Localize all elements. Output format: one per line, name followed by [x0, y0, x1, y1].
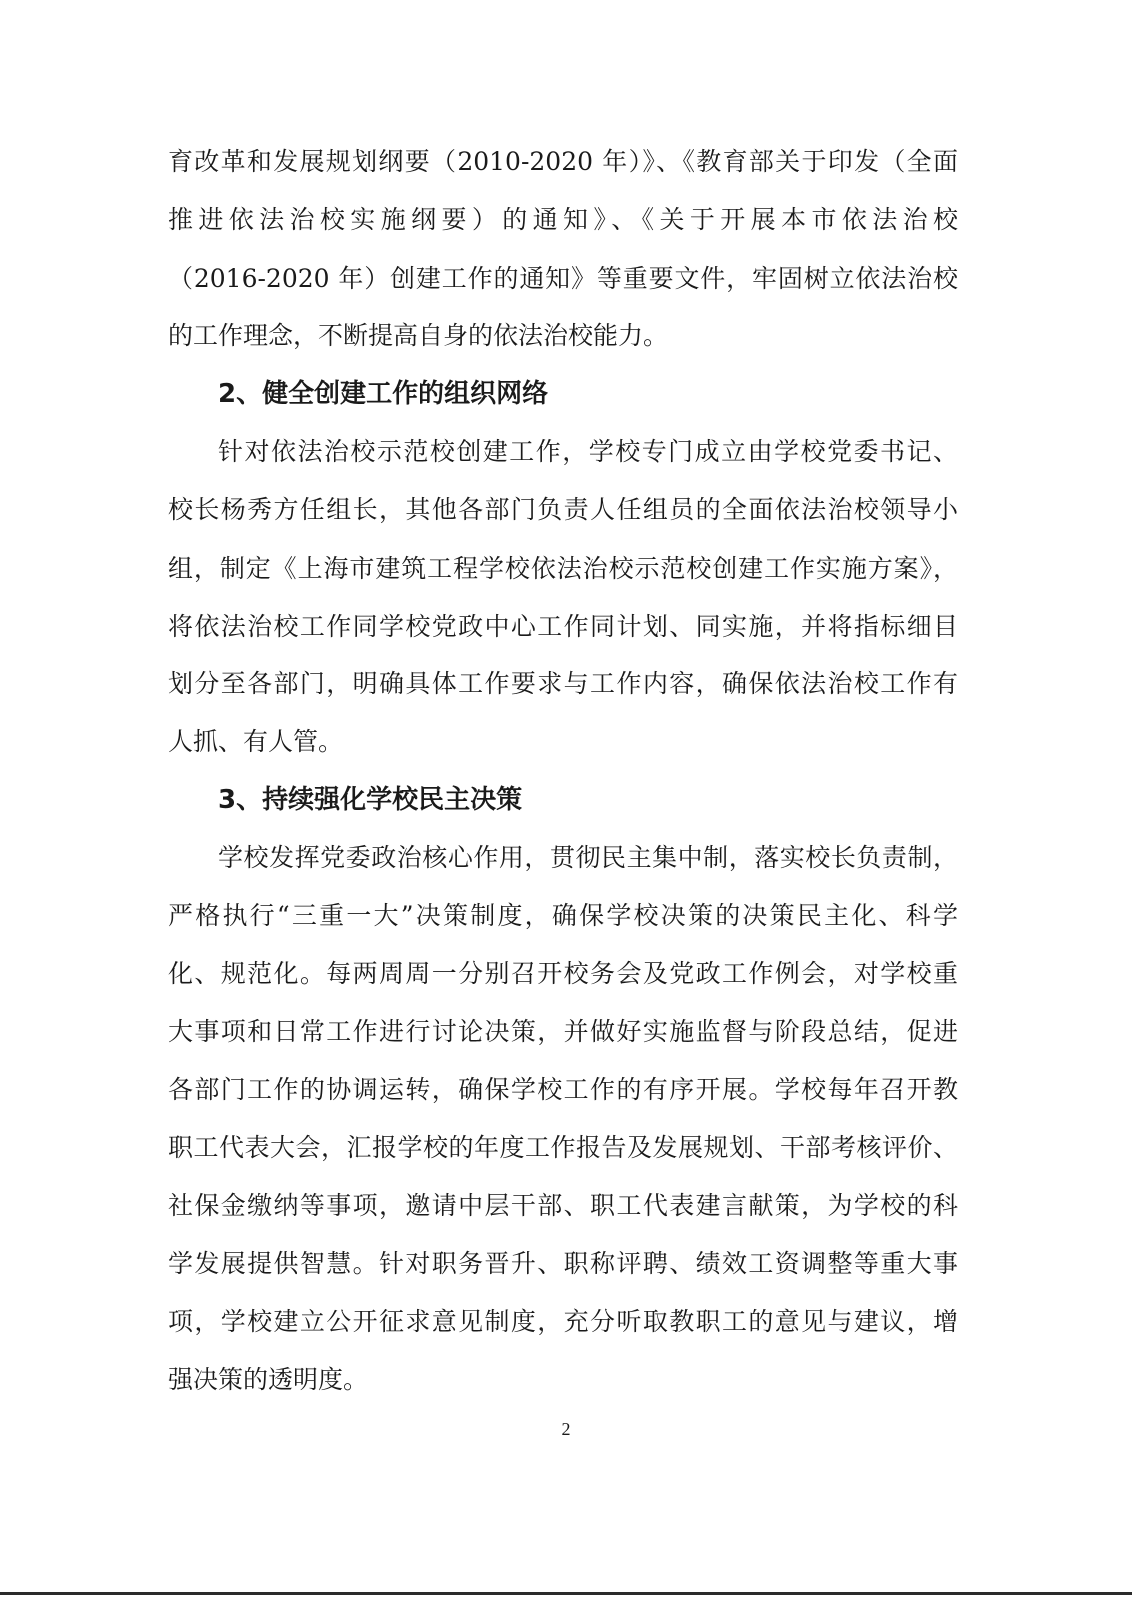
paragraph-line: 校长杨秀方任组长，其他各部门负责人任组员的全面依法治校领导小	[168, 495, 958, 524]
paragraph-line: 针对依法治校示范校创建工作，学校专门成立由学校党委书记、	[218, 437, 958, 466]
paragraph-line: 的工作理念，不断提高自身的依法治校能力。	[168, 321, 669, 350]
paragraph-line: 组，制定《上海市建筑工程学校依法治校示范校创建工作实施方案》，	[168, 554, 958, 583]
paragraph-line: 育改革和发展规划纲要（2010-2020 年）》、《教育部关于印发（全面	[168, 147, 958, 176]
paragraph-line: 将依法治校工作同学校党政中心工作同计划、同实施，并将指标细目	[168, 612, 958, 641]
paragraph-line: 学校发挥党委政治核心作用，贯彻民主集中制，落实校长负责制，	[218, 843, 958, 872]
paragraph-line: （2016-2020 年）创建工作的通知》等重要文件，牢固树立依法治校	[168, 264, 958, 293]
paragraph-line: 人抓、有人管。	[168, 727, 344, 756]
paragraph-line: 学发展提供智慧。针对职务晋升、职称评聘、绩效工资调整等重大事	[168, 1249, 958, 1278]
paragraph-line: 大事项和日常工作进行讨论决策，并做好实施监督与阶段总结，促进	[168, 1017, 958, 1046]
paragraph-line: 各部门工作的协调运转，确保学校工作的有序开展。学校每年召开教	[168, 1075, 958, 1104]
paragraph-line: 推进依法治校实施纲要）的通知》、《关于开展本市依法治校	[168, 205, 958, 234]
scan-edge-line	[0, 1592, 1132, 1595]
section-heading: 3、持续强化学校民主决策	[218, 785, 523, 815]
paragraph-line: 社保金缴纳等事项，邀请中层干部、职工代表建言献策，为学校的科	[168, 1191, 958, 1220]
paragraph-line: 划分至各部门，明确具体工作要求与工作内容，确保依法治校工作有	[168, 669, 958, 698]
section-heading: 2、健全创建工作的组织网络	[218, 379, 549, 409]
paragraph-line: 严格执行“三重一大”决策制度，确保学校决策的决策民主化、科学	[168, 901, 958, 930]
paragraph-line: 职工代表大会，汇报学校的年度工作报告及发展规划、干部考核评价、	[168, 1133, 958, 1162]
paragraph-line: 项，学校建立公开征求意见制度，充分听取教职工的意见与建议，增	[168, 1307, 958, 1336]
page-number: 2	[561, 1419, 571, 1439]
paragraph-line: 强决策的透明度。	[168, 1365, 369, 1394]
paragraph-line: 化、规范化。每两周周一分别召开校务会及党政工作例会，对学校重	[168, 959, 958, 988]
